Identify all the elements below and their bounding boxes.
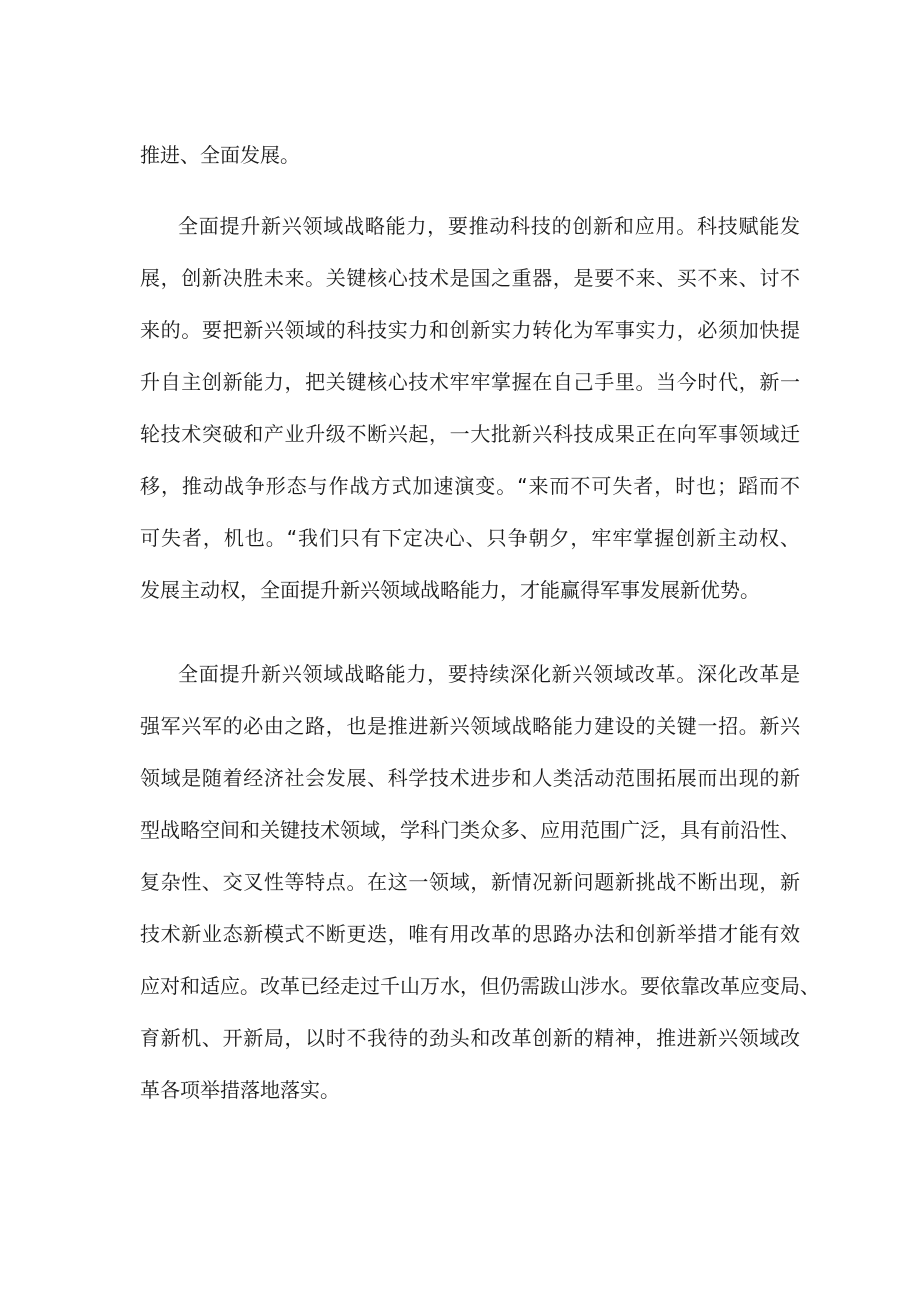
paragraph-2-line-6: 移，推动战争形态与作战方式加速演变。“来而不可失者，时也；蹈而不 bbox=[140, 474, 800, 498]
paragraph-3-line-4: 型战略空间和关键技术领域，学科门类众多、应用范围广泛，具有前沿性、 bbox=[140, 818, 800, 842]
paragraph-3-line-1: 全面提升新兴领域战略能力，要持续深化新兴领域改革。深化改革是 bbox=[178, 662, 800, 686]
paragraph-3-line-6: 技术新业态新模式不断更迭，唯有用改革的思路办法和创新举措才能有效 bbox=[140, 922, 800, 946]
paragraph-3-line-5: 复杂性、交叉性等特点。在这一领域，新情况新问题新挑战不断出现，新 bbox=[140, 870, 800, 894]
paragraph-3-line-3: 领域是随着经济社会发展、科学技术进步和人类活动范围拓展而出现的新 bbox=[140, 766, 800, 790]
paragraph-3-line-7: 应对和适应。改革已经走过千山万水，但仍需跋山涉水。要依靠改革应变局、 bbox=[140, 974, 820, 998]
paragraph-2-line-5: 轮技术突破和产业升级不断兴起，一大批新兴科技成果正在向军事领域迁 bbox=[140, 422, 800, 446]
paragraph-3-line-2: 强军兴军的必由之路，也是推进新兴领域战略能力建设的关键一招。新兴 bbox=[140, 714, 800, 738]
paragraph-2-line-4: 升自主创新能力，把关键核心技术牢牢掌握在自己手里。当今时代，新一 bbox=[140, 370, 800, 394]
paragraph-3-line-8: 育新机、开新局，以时不我待的劲头和改革创新的精神，推进新兴领域改 bbox=[140, 1026, 800, 1050]
paragraph-2-line-7: 可失者，机也。“我们只有下定决心、只争朝夕，牢牢掌握创新主动权、 bbox=[140, 526, 800, 550]
paragraph-2-line-2: 展，创新决胜未来。关键核心技术是国之重器，是要不来、买不来、讨不 bbox=[140, 266, 800, 290]
paragraph-3-line-9: 革各项举措落地落实。 bbox=[140, 1078, 340, 1102]
paragraph-2-line-3: 来的。要把新兴领域的科技实力和创新实力转化为军事实力，必须加快提 bbox=[140, 318, 800, 342]
paragraph-1-line-1: 推进、全面发展。 bbox=[140, 143, 300, 167]
paragraph-2-line-1: 全面提升新兴领域战略能力，要推动科技的创新和应用。科技赋能发 bbox=[178, 214, 800, 238]
paragraph-2-line-8: 发展主动权，全面提升新兴领域战略能力，才能赢得军事发展新优势。 bbox=[140, 578, 760, 602]
